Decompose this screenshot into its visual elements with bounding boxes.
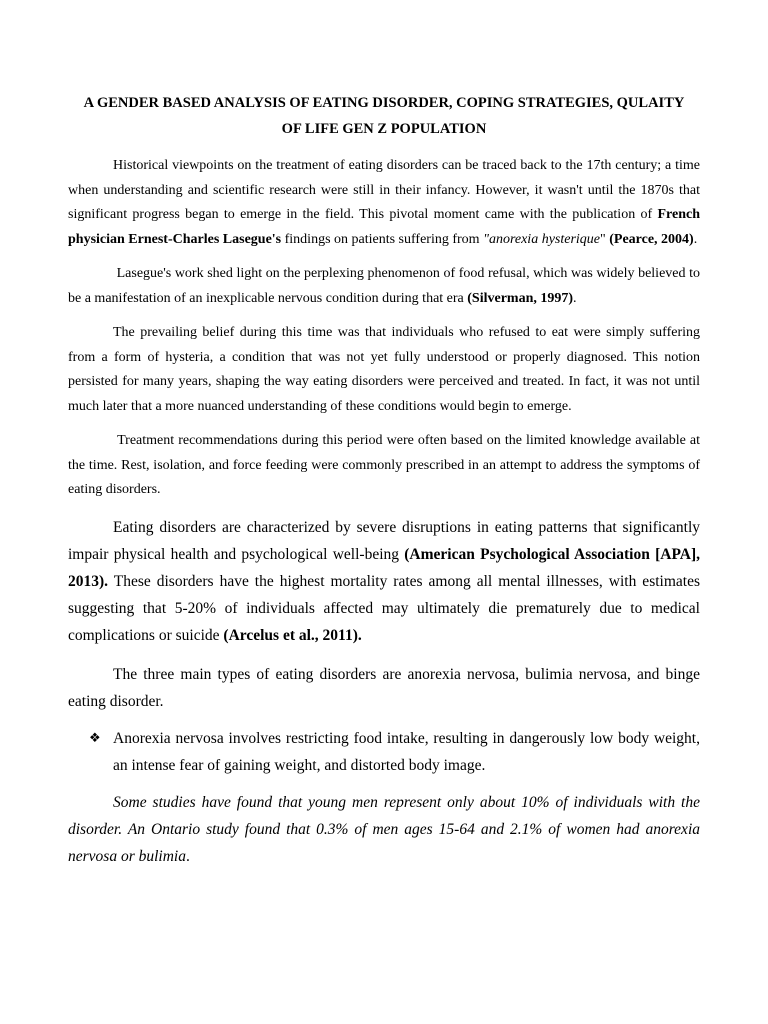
p5-citation-apa: (American Psychological Association [APA], 2013). [68, 545, 700, 590]
p1-text-1: Historical viewpoints on the treatment of eating disorders can be traced back to the 17th century; a time when understanding and scientific research were still in their infancy. However, it wasn't until the 1870s that significant progress began to emerge in the field. This pivotal moment came with the publication of [68, 158, 700, 222]
paragraph-prevailing-belief: The prevailing belief during this time was that individuals who refused to eat were simply suffering from a form of hysteria, a condition that was not yet fully understood or properly diagnosed. This notion persisted for many years, shaping the way eating disorders were perceived and treated. In fact, it was not until much later that a more nuanced understanding of these conditions would begin to emerge. [68, 325, 700, 414]
p1-bold-lasegue: French physician Ernest-Charles Lasegue's [68, 207, 700, 247]
p2-text-1: Lasegue's work shed light on the perplexing phenomenon of food refusal, which was widely believed to be a manifestation of an inexplicable nervous condition during that era [68, 266, 700, 306]
p1-text-4: . [693, 231, 698, 247]
p5-text-2: These disorders have the highest mortality rates among all mental illnesses, with estimates suggesting that 5-20% of individuals affected may ultimately die prematurely due to medical complications or suicide [68, 572, 700, 644]
paragraph-studies [68, 789, 700, 870]
p1-italic-term: "anorexia hysterique [483, 231, 601, 247]
paragraph-lasegue [68, 262, 700, 311]
p4-text: Treatment recommendations during this period were often based on the limited knowledge available at the time. Rest, isolation, and force feeding were commonly prescribed in an attempt to address the symptoms of eating disorders. [68, 433, 701, 497]
p1-citation: (Pearce, 2004) [609, 231, 694, 247]
p5-citation-arcelus: (Arcelus et al., 2011). [223, 626, 362, 644]
bullet-item-anorexia [68, 725, 700, 779]
p7-end: . [185, 847, 190, 865]
document-page [68, 90, 700, 870]
paragraph-definition [68, 514, 700, 649]
p2-citation: (Silverman, 1997) [467, 290, 574, 306]
title-line-2: OF LIFE GEN Z POPULATION [281, 121, 487, 137]
p1-text-3: " [600, 231, 610, 247]
p5-text-1: Eating disorders are characterized by severe disruptions in eating patterns that significantly impair physical health and psychological well-being [68, 518, 700, 563]
paragraph-history [68, 154, 700, 252]
p1-text-2: findings on patients suffering from [281, 231, 484, 247]
paragraph-treatment [68, 429, 700, 503]
paragraph-types: The three main types of eating disorders are anorexia nervosa, bulimia nervosa, and binge eating disorder. [68, 665, 700, 710]
document-title [68, 90, 700, 142]
bullet-text: Anorexia nervosa involves restricting food intake, resulting in dangerously low body weight, an intense fear of gaining weight, and distorted body image. [113, 729, 700, 774]
title-line-1: A GENDER BASED ANALYSIS OF EATING DISORDER, COPING STRATEGIES, QULAITY [83, 95, 685, 111]
p7-italic-text: Some studies have found that young men represent only about 10% of individuals with the disorder. An Ontario study found that 0.3% of men ages 15-64 and 2.1% of women had anorexia nervosa or bulimia [68, 793, 700, 865]
diamond-bullet-icon: ❖ [89, 730, 101, 746]
p2-text-2: . [573, 290, 577, 306]
